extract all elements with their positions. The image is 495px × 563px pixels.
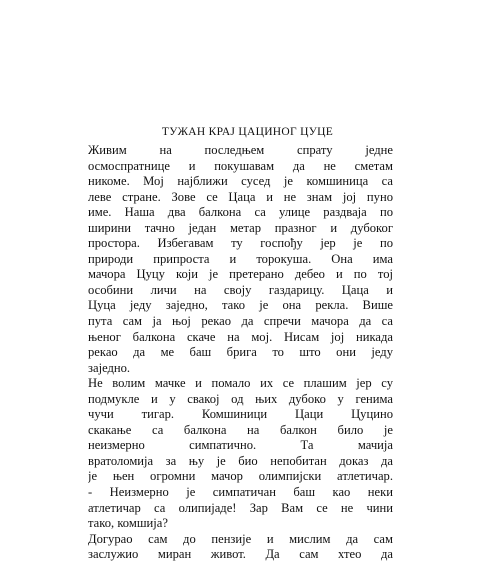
- text-line: особини личи на своју газдарицу. Цаца и: [88, 282, 393, 297]
- text-line: подмукле и у свакој од њих дубоко у генима: [88, 391, 393, 406]
- text-line: неизмерно симпатично. Та мачија: [88, 438, 393, 453]
- text-line: никоме. Мој најближи сусед је комшиница са: [88, 174, 393, 189]
- text-line: Цуца једу заједно, тако је она рекла. Више: [88, 298, 393, 313]
- text-line: природи припроста и торокуша. Она има: [88, 251, 393, 266]
- text-line: осмоспратнице и покушавам да не сметам: [88, 158, 393, 173]
- text-line: - Неизмерно је симпатичан баш као неки: [88, 485, 393, 500]
- text-line: леве стране. Зове се Цаца и не знам јој пуно: [88, 189, 393, 204]
- text-line: чучи тигар. Комшиници Цаци Цуцино: [88, 407, 393, 422]
- story-title: ТУЖАН КРАЈ ЦАЦИНОГ ЦУЦЕ: [161, 126, 334, 138]
- text-line: тако, комшија?: [88, 516, 168, 531]
- text-line: име. Наша два балкона са улице раздваја по: [88, 205, 393, 220]
- text-line: мачора Цуцу који је претерано дебео и по тој: [88, 267, 393, 282]
- story-text: [88, 143, 393, 563]
- text-line: Не волим мачке и помало их се плашим јер су: [88, 376, 393, 391]
- text-line: заслужио миран живот. Да сам хтео да: [88, 547, 393, 562]
- text-line: заједно.: [88, 360, 131, 375]
- text-line: ширини тачно један метар празног и дубоког: [88, 220, 393, 235]
- text-line: њеног балкона скаче на мој. Нисам јој никада: [88, 329, 393, 344]
- text-line: Догурао сам до пензије и мислим да сам: [88, 531, 393, 546]
- text-line: скакање са балкона на балкон било је: [88, 422, 393, 437]
- text-line: атлетичар са олипијаде! Зар Вам се не чини: [88, 500, 393, 515]
- text-line: је њен огромни мачор олимпијски атлетичар.: [88, 469, 393, 484]
- text-line: Живим на последњем спрату једне: [88, 143, 393, 157]
- text-line: вратоломија за њу је био непобитан доказ да: [88, 453, 393, 468]
- text-line: простора. Избегавам ту госпођу јер је по: [88, 236, 393, 251]
- text-line: рекао да ме баш брига то што они једу: [88, 345, 393, 360]
- text-line: пута сам ја њој рекао да спречи мачора да са: [88, 314, 393, 329]
